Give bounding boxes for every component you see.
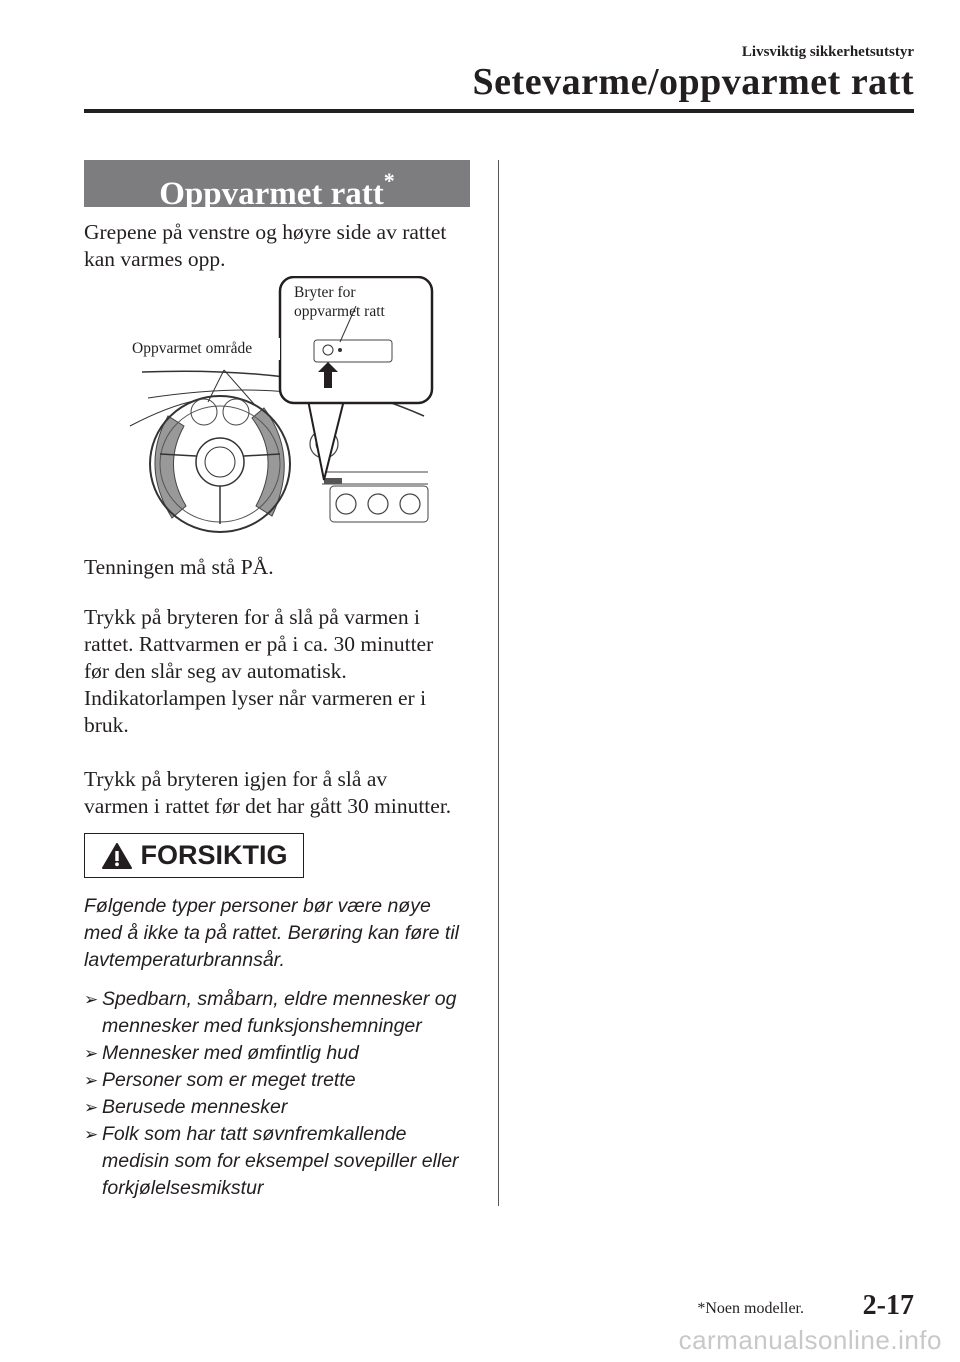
steering-wheel-illustration — [128, 276, 438, 548]
bullet-arrow-icon: ➢ — [84, 990, 99, 1009]
text-line: Spedbarn, småbarn, eldre mennesker og — [102, 988, 457, 1010]
bullet-arrow-icon: ➢ — [84, 1071, 99, 1090]
console-panel — [330, 486, 428, 522]
caution-list-item — [84, 1040, 484, 1067]
text-line: Trykk på bryteren igjen for å slå av — [84, 767, 388, 791]
switch-label-line: Bryter for — [294, 284, 356, 301]
caution-intro — [84, 893, 479, 974]
caution-list-item — [84, 1121, 484, 1202]
text-line: før den slår seg av automatisk. — [84, 659, 347, 683]
switch-label — [294, 303, 386, 320]
text-line: forkjølelsesmikstur — [102, 1177, 264, 1199]
text-line: Grepene på venstre og høyre side av rattet — [84, 220, 447, 244]
text-line: medisin som for eksempel sovepiller eller — [102, 1150, 459, 1172]
text-line: kan varmes opp. — [84, 247, 226, 271]
ignition-paragraph — [84, 554, 484, 581]
section-heading — [84, 160, 470, 212]
caution-list-item — [84, 1067, 484, 1094]
press-paragraph — [84, 604, 484, 739]
off-paragraph — [84, 766, 484, 820]
climate-knob — [368, 494, 388, 514]
text-line: Berusede mennesker — [102, 1096, 288, 1118]
text-line: Tenningen må stå PÅ. — [84, 555, 274, 579]
text-line: Folk som har tatt søvnfremkallende — [102, 1123, 407, 1145]
text-line: bruk. — [84, 713, 129, 737]
area-label — [132, 340, 252, 357]
heater-switch — [324, 478, 342, 484]
intro-paragraph — [84, 219, 484, 273]
area-label-text: Oppvarmet område — [132, 340, 253, 357]
bullet-arrow-icon: ➢ — [84, 1125, 99, 1144]
footnote: *Noen modeller. — [697, 1300, 804, 1317]
steering-wheel-hub — [205, 447, 235, 477]
bullet-arrow-icon: ➢ — [84, 1044, 99, 1063]
text-line: mennesker med funksjonshemninger — [102, 1015, 422, 1037]
text-line: Personer som er meget trette — [102, 1069, 356, 1091]
watermark: carmanualsonline.info — [678, 1325, 942, 1355]
text-line: med å ikke ta på rattet. Berøring kan føre til — [84, 922, 459, 944]
column-divider — [498, 160, 499, 1206]
text-line: Indikatorlampen lyser når varmeren er i — [84, 686, 427, 710]
text-line: rattet. Rattvarmen er på i ca. 30 minutter — [84, 632, 434, 656]
gauge — [191, 399, 217, 425]
climate-knob — [400, 494, 420, 514]
header-rule — [84, 109, 914, 113]
footnote-marker: * — [383, 168, 395, 193]
caution-list-item — [84, 1094, 484, 1121]
text-line: varmen i rattet før det har gått 30 minutter. — [84, 794, 452, 818]
section-heading-text: Oppvarmet ratt — [159, 176, 384, 212]
text-line: Følgende typer personer bør være nøye — [84, 895, 431, 917]
indicator-lamp — [338, 348, 342, 352]
climate-knob — [336, 494, 356, 514]
caution-list-item — [84, 986, 484, 1040]
bullet-arrow-icon: ➢ — [84, 1098, 99, 1117]
caution-box — [84, 833, 304, 878]
callout-pointer — [308, 400, 344, 480]
switch-label-line: oppvarmet ratt — [294, 303, 385, 320]
callout-leader — [208, 370, 254, 404]
caution-label: FORSIKTIG — [140, 840, 288, 870]
text-line: Mennesker med ømfintlig hud — [102, 1042, 359, 1064]
page-number: 2-17 — [862, 1290, 914, 1321]
warning-icon — [101, 842, 133, 870]
text-line: Trykk på bryteren for å slå på varmen i — [84, 605, 420, 629]
gauge — [223, 399, 249, 425]
steering-wheel-hub — [196, 438, 244, 486]
text-line: lavtemperaturbrannsår. — [84, 949, 285, 971]
switch-label — [294, 284, 356, 301]
header-title: Setevarme/oppvarmet ratt — [472, 61, 914, 103]
header-section-label: Livsviktig sikkerhetsutstyr — [741, 44, 914, 60]
